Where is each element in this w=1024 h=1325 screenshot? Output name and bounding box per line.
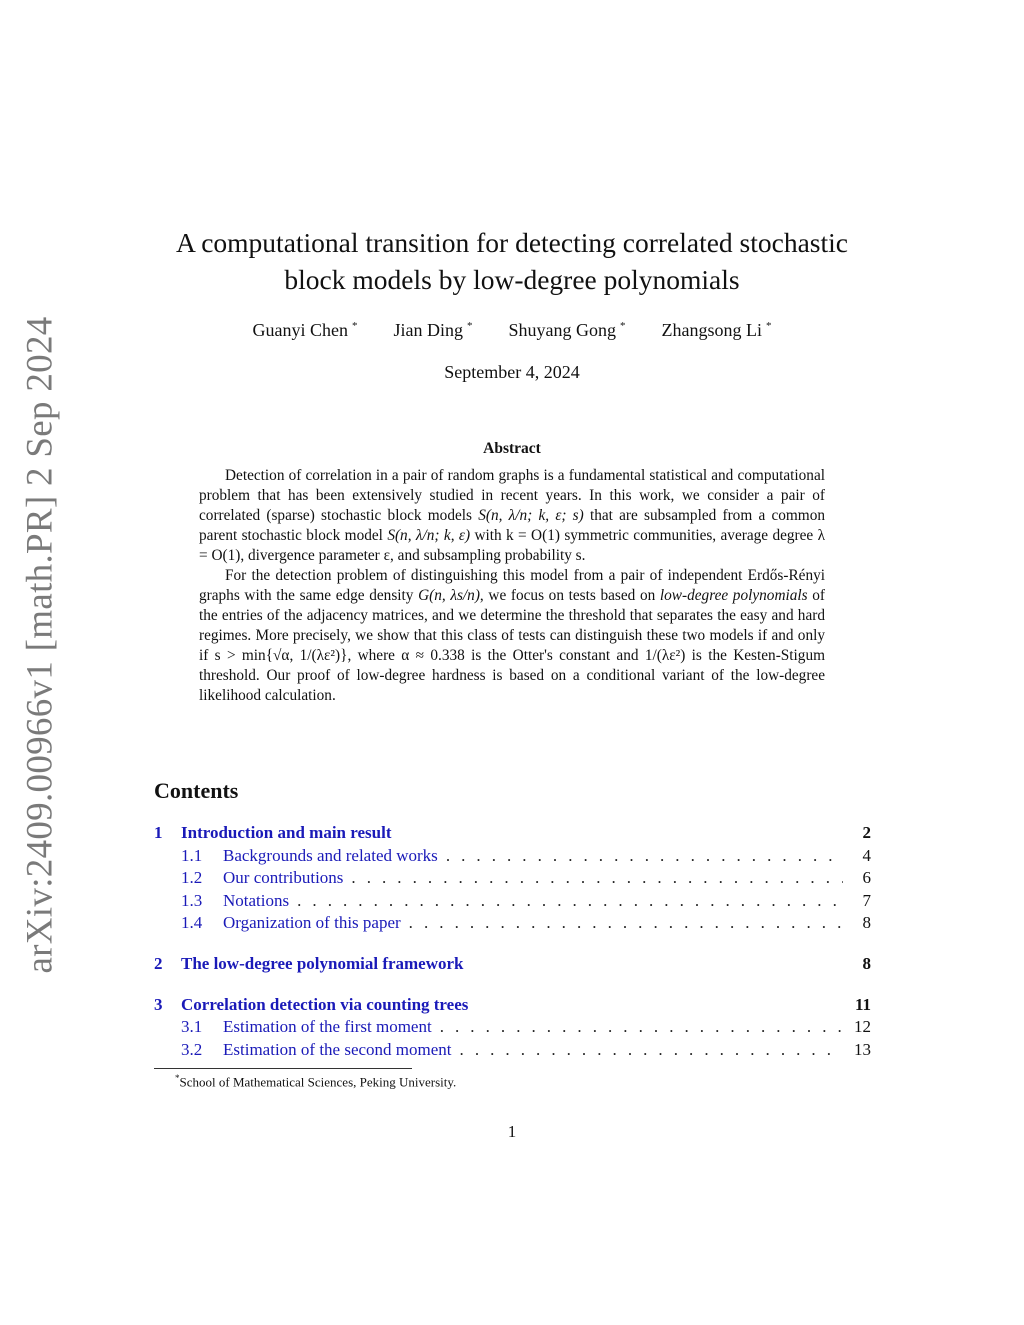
footnote-affiliation: *School of Mathematical Sciences, Peking University. <box>175 1073 457 1090</box>
toc-section-1[interactable]: 1 Introduction and main result 2 <box>154 823 871 842</box>
math-sbm-correlated: S(n, λ/n; k, ε; s) <box>478 507 584 524</box>
abstract-body <box>199 466 825 706</box>
contents-heading: Contents <box>154 778 239 803</box>
title-line-1: A computational transition for detecting correlated stochastic <box>175 227 848 258</box>
table-of-contents <box>154 822 871 1061</box>
toc-subsection-3-2[interactable]: 3.2 Estimation of the second moment . . . 13 <box>154 1039 871 1062</box>
abstract-paragraph-2: For the detection problem of distinguishing this model from a pair of independent Erdős-Rényi graphs with the same edge density G(n, λs/n), we focus on tests based on low-degree polynomials of the entries of the adjacency matrices, and we determine the threshold that separates the easy and hard regimes. More precisely, we show that this class of tests can distinguish these two models if and only if s > min{√α, 1/(λε²)}, where α ≈ 0.338 is the Otter's constant and 1/(λε²) is the Kesten-Stigum threshold. Our proof of low-degree hardness is based on a conditional variant of the low-degree likelihood calculation. <box>199 567 825 704</box>
abstract-paragraph-1: Detection of correlation in a pair of random graphs is a fundamental statistical and computational problem that has been extensively studied in recent years. In this work, we consider a pair of correlated (sparse) stochastic block models S(n, λ/n; k, ε; s) that are subsampled from a common parent stochastic block model S(n, λ/n; k, ε) with k = O(1) symmetric communities, average degree λ = O(1), divergence parameter ε, and subsampling probability s. <box>199 467 826 564</box>
publication-date: September 4, 2024 <box>444 362 580 382</box>
math-er-graph: G(n, λs/n) <box>418 587 480 604</box>
toc-subsection-3-1[interactable]: 3.1 Estimation of the first moment . . . 12 <box>154 1016 871 1039</box>
author: Zhangsong Li * <box>661 320 772 340</box>
abstract-heading: Abstract <box>483 440 541 457</box>
arxiv-identifier: arXiv:2409.00966v1 [math.PR] 2 Sep 2024 <box>19 316 61 974</box>
toc-section-3[interactable]: 3 Correlation detection via counting trees 11 <box>154 994 871 1014</box>
page-number: 1 <box>507 1122 517 1141</box>
toc-subsection-1-3[interactable]: 1.3 Notations . . . 7 <box>154 890 871 913</box>
author: Jian Ding * <box>393 320 473 340</box>
toc-subsection-1-2[interactable]: 1.2 Our contributions . . . 6 <box>154 867 871 890</box>
paper-title <box>100 224 924 298</box>
author: Guanyi Chen * <box>252 320 358 340</box>
footnote-rule <box>154 1068 412 1069</box>
toc-subsection-1-1[interactable]: 1.1 Backgrounds and related works . . . 4 <box>154 845 871 868</box>
author: Shuyang Gong * <box>508 320 626 340</box>
math-sbm-parent: S(n, λ/n; k, ε) <box>387 527 471 544</box>
toc-section-2[interactable]: 2 The low-degree polynomial framework 8 <box>154 953 871 973</box>
emphasis-low-degree: low-degree polynomials <box>659 587 808 604</box>
title-line-2: block models by low-degree polynomials <box>284 264 740 295</box>
author-list <box>150 320 874 341</box>
toc-subsection-1-4[interactable]: 1.4 Organization of this paper . . . 8 <box>154 912 871 935</box>
